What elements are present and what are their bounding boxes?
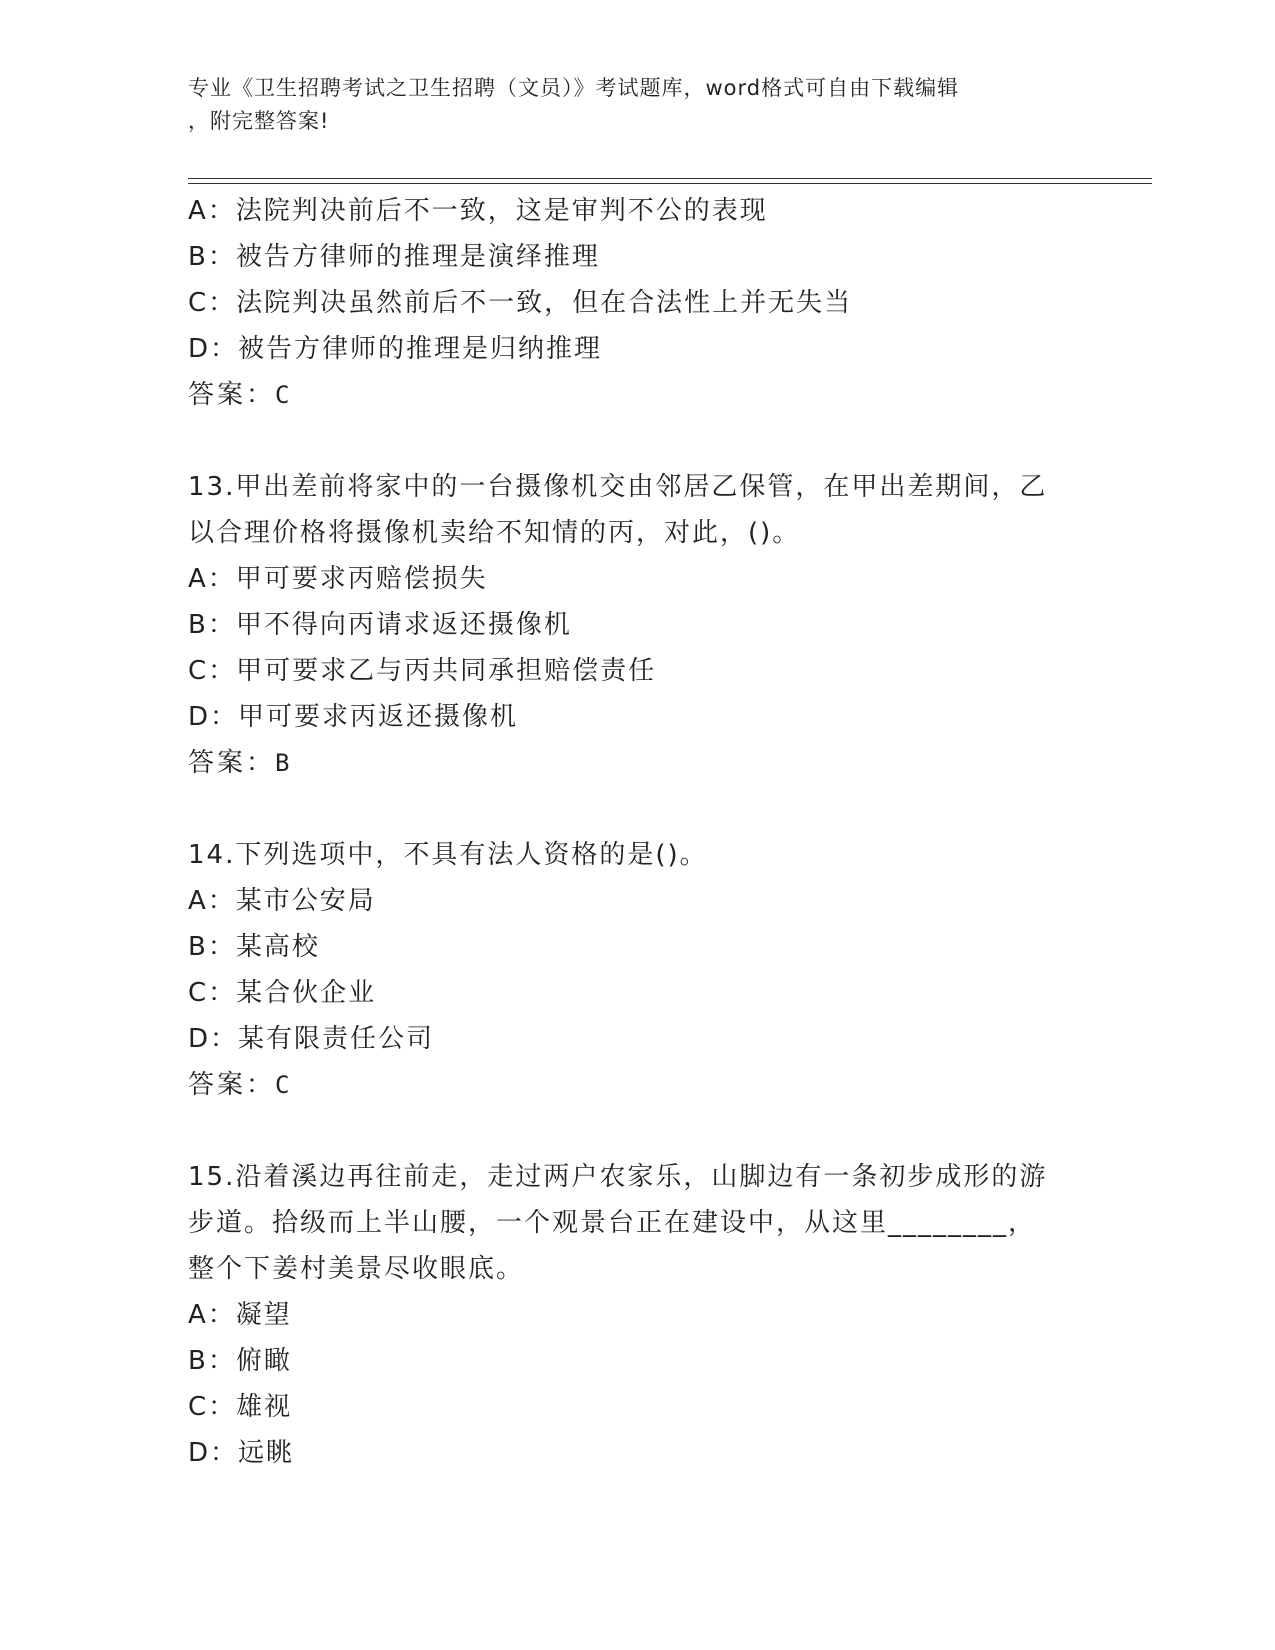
option-d: D：远眺 <box>188 1438 295 1468</box>
option-b: B：被告方律师的推理是演绎推理 <box>188 242 600 272</box>
option-d: D：某有限责任公司 <box>188 1024 435 1054</box>
question-15 <box>188 1154 1088 1476</box>
option-c: C：法院判决虽然前后不一致，但在合法性上并无失当 <box>188 288 853 318</box>
answer-label: 答案： <box>188 1070 276 1100</box>
question-spacer <box>188 786 1088 832</box>
answer-line <box>188 1062 1088 1108</box>
question-stem: 步道。拾级而上半山腰，一个观景台正在建设中，从这里________， <box>188 1208 1037 1238</box>
option-b: B：俯瞰 <box>188 1346 292 1376</box>
question-13 <box>188 464 1088 786</box>
option-a: A：甲可要求丙赔偿损失 <box>188 564 488 594</box>
option-d: D：被告方律师的推理是归纳推理 <box>188 334 603 364</box>
answer-value: C <box>275 1071 290 1099</box>
question-stem: 以合理价格将摄像机卖给不知情的丙，对此，()。 <box>188 518 801 548</box>
answer-label: 答案： <box>188 380 276 410</box>
option-c: C：甲可要求乙与丙共同承担赔偿责任 <box>188 656 657 686</box>
question-spacer <box>188 418 1088 464</box>
document-header <box>188 72 1088 138</box>
answer-line <box>188 372 1088 418</box>
header-divider-top <box>188 178 1152 179</box>
question-spacer <box>188 1108 1088 1154</box>
header-divider-bottom <box>188 183 1152 184</box>
document-body <box>188 188 1088 1476</box>
question-stem: 14.下列选项中，不具有法人资格的是()。 <box>188 840 708 870</box>
answer-label: 答案： <box>188 748 276 778</box>
option-a: A：凝望 <box>188 1300 292 1330</box>
answer-line <box>188 740 1088 786</box>
option-d: D：甲可要求丙返还摄像机 <box>188 702 519 732</box>
question-stem: 13.甲出差前将家中的一台摄像机交由邻居乙保管，在甲出差期间，乙 <box>188 472 1048 502</box>
answer-value: B <box>275 749 290 777</box>
option-c: C：某合伙企业 <box>188 978 377 1008</box>
answer-value: C <box>275 381 290 409</box>
question-12 <box>188 188 1088 418</box>
option-a: A：某市公安局 <box>188 886 376 916</box>
option-b: B：某高校 <box>188 932 320 962</box>
question-14 <box>188 832 1088 1108</box>
option-a: A：法院判决前后不一致，这是审判不公的表现 <box>188 196 768 226</box>
header-line-1: 专业《卫生招聘考试之卫生招聘（文员）》考试题库，word格式可自由下载编辑 <box>188 76 960 100</box>
header-line-2: ，附完整答案! <box>188 109 330 133</box>
option-c: C：雄视 <box>188 1392 293 1422</box>
question-stem: 整个下姜村美景尽收眼底。 <box>188 1254 525 1284</box>
option-b: B：甲不得向丙请求返还摄像机 <box>188 610 572 640</box>
question-stem: 15.沿着溪边再往前走，走过两户农家乐，山脚边有一条初步成形的游 <box>188 1162 1048 1192</box>
